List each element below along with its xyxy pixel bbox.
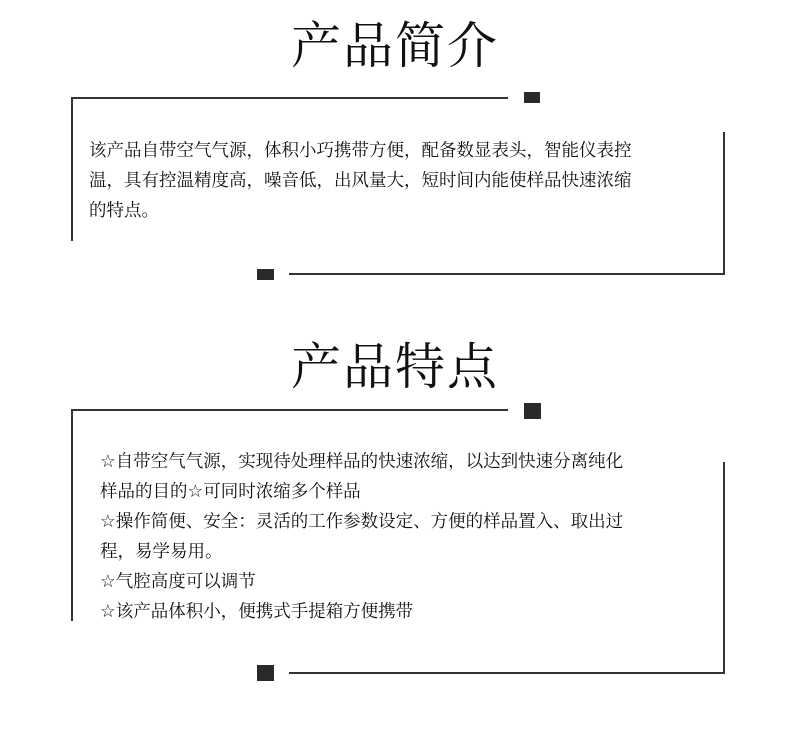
section-title-intro: 产品简介 bbox=[291, 17, 499, 75]
frame-bottom-line bbox=[289, 273, 725, 275]
intro-line: 该产品自带空气气源，体积小巧携带方便，配备数显表头，智能仪表控 bbox=[89, 141, 632, 161]
frame-right-line bbox=[723, 462, 725, 674]
frame-top-line bbox=[71, 97, 508, 99]
frame-top-line bbox=[71, 409, 508, 411]
frame-bottom-square bbox=[257, 269, 274, 280]
frame-bottom-square bbox=[257, 665, 274, 681]
frame-left-line bbox=[71, 97, 73, 241]
feature-line: 样品的目的☆可同时浓缩多个样品 bbox=[100, 482, 361, 502]
feature-line: ☆气腔高度可以调节 bbox=[100, 572, 256, 592]
intro-paragraph bbox=[89, 136, 632, 226]
frame-top-square bbox=[524, 403, 541, 419]
frame-right-line bbox=[723, 132, 725, 275]
feature-line: ☆自带空气气源，实现待处理样品的快速浓缩，以达到快速分离纯化 bbox=[100, 452, 624, 472]
frame-bottom-line bbox=[289, 672, 725, 674]
feature-line: ☆操作简便、安全：灵活的工作参数设定、方便的样品置入、取出过 bbox=[100, 512, 624, 532]
feature-line: 程，易学易用。 bbox=[100, 542, 223, 562]
section-title-features: 产品特点 bbox=[291, 338, 499, 396]
feature-line: ☆该产品体积小，便携式手提箱方便携带 bbox=[100, 602, 414, 622]
intro-line: 温，具有控温精度高，噪音低，出风量大，短时间内能使样品快速浓缩 bbox=[89, 171, 632, 191]
features-list bbox=[100, 447, 623, 627]
frame-top-square bbox=[524, 92, 540, 103]
frame-left-line bbox=[71, 409, 73, 621]
intro-line: 的特点。 bbox=[89, 201, 159, 221]
